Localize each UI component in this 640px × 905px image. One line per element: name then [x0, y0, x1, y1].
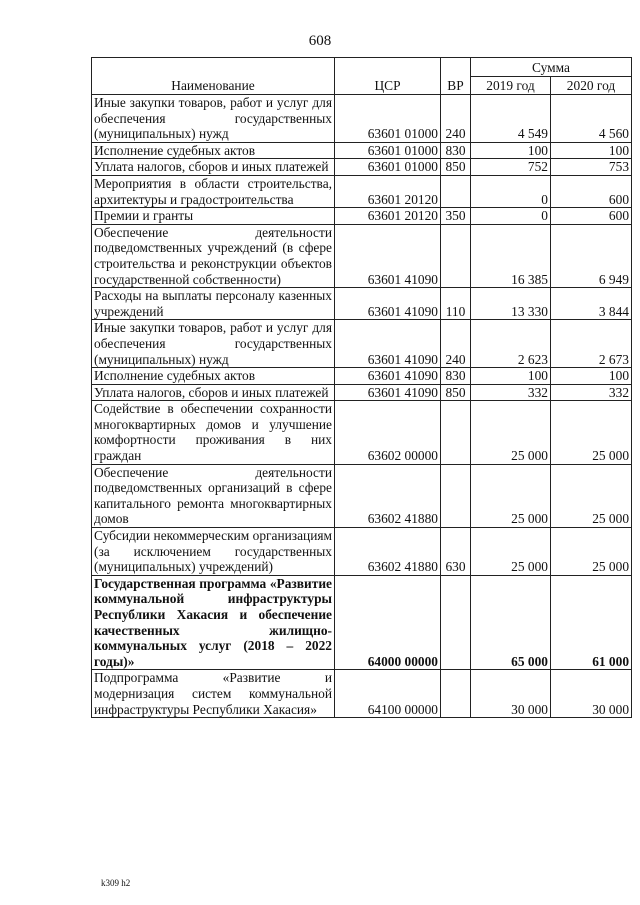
row-name: Уплата налогов, сборов и иных платежей: [92, 384, 335, 401]
header-year-2019: 2019 год: [471, 77, 551, 95]
table-row: [92, 95, 632, 143]
row-csr: 63601 41090: [335, 368, 441, 385]
row-2020: 30 000: [551, 670, 632, 718]
row-2020: 25 000: [551, 464, 632, 527]
row-2020: 4 560: [551, 95, 632, 143]
row-vr: 630: [441, 528, 471, 576]
row-csr: 63601 41090: [335, 320, 441, 368]
row-vr: 110: [441, 288, 471, 320]
row-vr: 350: [441, 208, 471, 225]
table-row: [92, 320, 632, 368]
row-vr: 830: [441, 142, 471, 159]
table-row: [92, 368, 632, 385]
table-row: [92, 401, 632, 464]
table-row: [92, 528, 632, 576]
table-row: [92, 575, 632, 670]
row-name: Иные закупки товаров, работ и услуг для обеспечения государственных (муниципальных) нужд: [92, 95, 335, 143]
row-vr: 240: [441, 95, 471, 143]
table-row: [92, 670, 632, 718]
row-2019: 25 000: [471, 464, 551, 527]
row-2019: 0: [471, 208, 551, 225]
header-name: Наименование: [92, 58, 335, 95]
row-2020: 25 000: [551, 528, 632, 576]
row-csr: 63602 41880: [335, 528, 441, 576]
row-csr: 63601 01000: [335, 95, 441, 143]
row-csr: 63601 20120: [335, 208, 441, 225]
row-vr: [441, 670, 471, 718]
budget-table: [91, 57, 632, 718]
row-2019: 752: [471, 159, 551, 176]
row-name: Мероприятия в области строительства, архитектуры и градостроительства: [92, 175, 335, 207]
row-csr: 63601 41090: [335, 384, 441, 401]
header-vr: ВР: [441, 58, 471, 95]
row-2019: 4 549: [471, 95, 551, 143]
row-csr: 63601 41090: [335, 224, 441, 287]
row-2020: 25 000: [551, 401, 632, 464]
row-name: Государственная программа «Развитие коммунальной инфраструктуры Республики Хакасия и обеспечение качественных жилищно-коммунальных услуг (2018 – 2022 годы)»: [92, 575, 335, 670]
row-2019: 0: [471, 175, 551, 207]
table-row: [92, 384, 632, 401]
page-number: 608: [308, 33, 332, 49]
row-2019: 25 000: [471, 401, 551, 464]
row-2020: 100: [551, 142, 632, 159]
row-vr: [441, 575, 471, 670]
table-row: [92, 175, 632, 207]
table-body: [92, 95, 632, 718]
row-2019: 25 000: [471, 528, 551, 576]
header-sum: Сумма: [471, 58, 632, 77]
row-2019: 30 000: [471, 670, 551, 718]
row-name: Субсидии некоммерческим организациям (за исключением государственных (муниципальных) учреждений): [92, 528, 335, 576]
row-csr: 63601 41090: [335, 288, 441, 320]
row-vr: [441, 401, 471, 464]
row-2020: 61 000: [551, 575, 632, 670]
row-2020: 600: [551, 175, 632, 207]
table-header: [92, 58, 632, 95]
row-csr: 63602 00000: [335, 401, 441, 464]
row-name: Уплата налогов, сборов и иных платежей: [92, 159, 335, 176]
header-csr: ЦСР: [335, 58, 441, 95]
row-2020: 2 673: [551, 320, 632, 368]
row-2019: 332: [471, 384, 551, 401]
row-vr: [441, 224, 471, 287]
row-vr: 850: [441, 159, 471, 176]
row-name: Исполнение судебных актов: [92, 142, 335, 159]
row-name: Премии и гранты: [92, 208, 335, 225]
table-row: [92, 208, 632, 225]
row-csr: 63601 20120: [335, 175, 441, 207]
row-2019: 13 330: [471, 288, 551, 320]
row-2019: 2 623: [471, 320, 551, 368]
row-vr: 830: [441, 368, 471, 385]
row-2020: 753: [551, 159, 632, 176]
row-2019: 65 000: [471, 575, 551, 670]
row-2020: 332: [551, 384, 632, 401]
row-name: Обеспечение деятельности подведомственных учреждений (в сфере строительства и реконструкции объектов государственной собственности): [92, 224, 335, 287]
row-vr: 240: [441, 320, 471, 368]
table-row: [92, 224, 632, 287]
row-name: Подпрограмма «Развитие и модернизация систем коммунальной инфраструктуры Республики Хакасия»: [92, 670, 335, 718]
row-2020: 100: [551, 368, 632, 385]
row-2020: 6 949: [551, 224, 632, 287]
row-2019: 16 385: [471, 224, 551, 287]
row-name: Исполнение судебных актов: [92, 368, 335, 385]
row-vr: [441, 464, 471, 527]
table-row: [92, 464, 632, 527]
table-row: [92, 159, 632, 176]
row-2019: 100: [471, 368, 551, 385]
row-csr: 64000 00000: [335, 575, 441, 670]
row-name: Иные закупки товаров, работ и услуг для обеспечения государственных (муниципальных) нужд: [92, 320, 335, 368]
row-vr: [441, 175, 471, 207]
row-name: Расходы на выплаты персоналу казенных учреждений: [92, 288, 335, 320]
row-name: Содействие в обеспечении сохранности многоквартирных домов и улучшение комфортности проживания в них граждан: [92, 401, 335, 464]
table-row: [92, 142, 632, 159]
header-year-2020: 2020 год: [551, 77, 632, 95]
row-2019: 100: [471, 142, 551, 159]
footer-code: k309 h2: [101, 878, 131, 888]
row-csr: 63601 01000: [335, 142, 441, 159]
row-vr: 850: [441, 384, 471, 401]
table-row: [92, 288, 632, 320]
row-csr: 64100 00000: [335, 670, 441, 718]
row-csr: 63602 41880: [335, 464, 441, 527]
row-name: Обеспечение деятельности подведомственных организаций в сфере капитального ремонта многоквартирных домов: [92, 464, 335, 527]
row-2020: 3 844: [551, 288, 632, 320]
row-csr: 63601 01000: [335, 159, 441, 176]
row-2020: 600: [551, 208, 632, 225]
